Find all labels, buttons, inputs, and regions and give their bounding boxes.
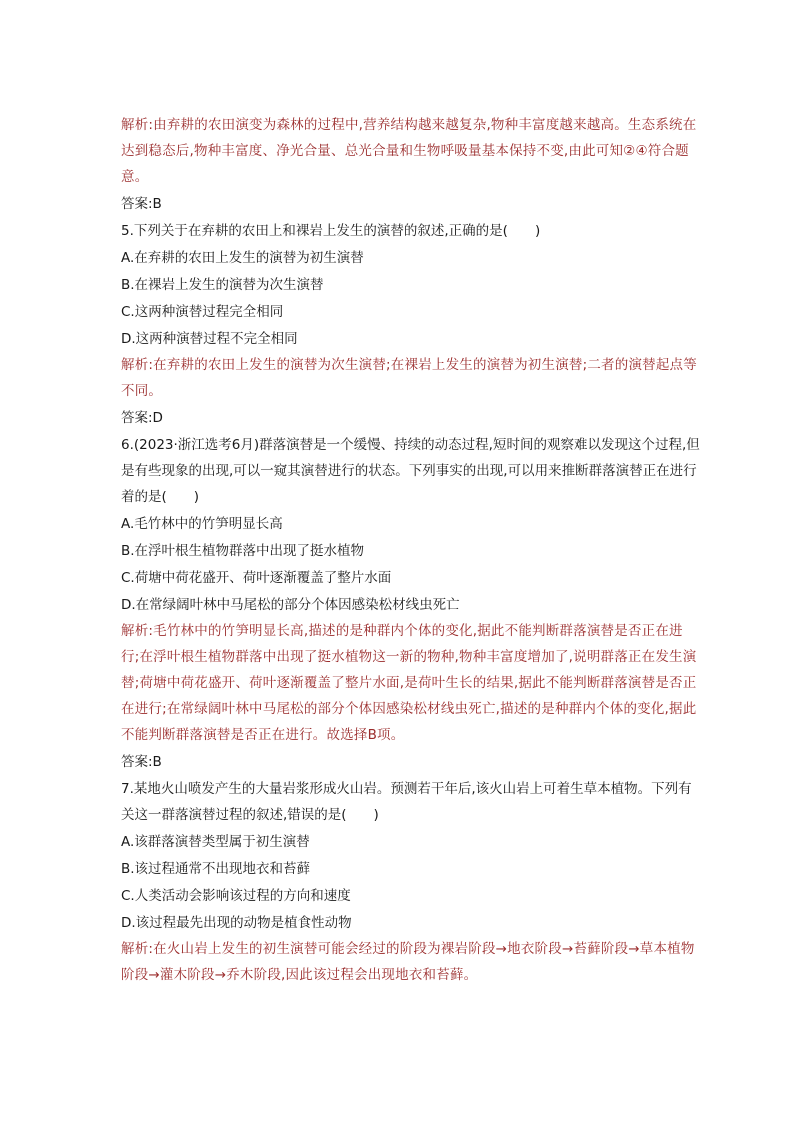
option-6d: D.在常绿阔叶林中马尾松的部分个体因感染松材线虫死亡 (121, 597, 460, 613)
answer-q6: 答案:B (121, 754, 162, 770)
option-6b: B.在浮叶根生植物群落中出现了挺水植物 (121, 543, 365, 559)
answer-q5: 答案:D (121, 410, 163, 426)
option-7a: A.该群落演替类型属于初生演替 (121, 834, 310, 850)
option-7b: B.该过程通常不出现地衣和苔藓 (121, 861, 311, 877)
question-6: 6.(2023·浙江选考6月)群落演替是一个缓慢、持续的动态过程,短时间的观察难以发现这个过程,但是有些现象的出现,可以一窥其演替进行的状态。下列事实的出现,可以用来推断群落演替正在进行着的是( ) (121, 437, 700, 505)
analysis-q4: 解析:由弃耕的农田演变为森林的过程中,营养结构越来越复杂,物种丰富度越来越高。生态系统在达到稳态后,物种丰富度、净光合量、总光合量和生物呼吸量基本保持不变,由此可知②④符合题意。 (121, 117, 697, 185)
option-5d: D.这两种演替过程不完全相同 (121, 331, 298, 347)
analysis-q6: 解析:毛竹林中的竹笋明显长高,描述的是种群内个体的变化,据此不能判断群落演替是否正在进行;在浮叶根生植物群落中出现了挺水植物这一新的物种,物种丰富度增加了,说明群落正在发生演替;荷塘中荷花盛开、荷叶逐渐覆盖了整片水面,是荷叶生长的结果,据此不能判断群落演替是否正在进行;在常绿阔叶林中马尾松的部分个体因感染松材线虫死亡,描述的是种群内个体的变化,据此不能判断群落演替是否正在进行。故选择B项。 (121, 623, 697, 743)
answer-q4: 答案:B (121, 196, 162, 212)
option-7d: D.该过程最先出现的动物是植食性动物 (121, 915, 352, 931)
option-6c: C.荷塘中荷花盛开、荷叶逐渐覆盖了整片水面 (121, 570, 392, 586)
question-7: 7.某地火山喷发产生的大量岩浆形成火山岩。预测若干年后,该火山岩上可着生草本植物。下列有关这一群落演替过程的叙述,错误的是( ) (121, 781, 692, 823)
analysis-q5: 解析:在弃耕的农田上发生的演替为次生演替;在裸岩上发生的演替为初生演替;二者的演替起点等不同。 (121, 357, 697, 399)
option-5c: C.这两种演替过程完全相同 (121, 304, 284, 320)
option-5b: B.在裸岩上发生的演替为次生演替 (121, 277, 324, 293)
analysis-q7: 解析:在火山岩上发生的初生演替可能会经过的阶段为裸岩阶段→地衣阶段→苔藓阶段→草本植物阶段→灌木阶段→乔木阶段,因此该过程会出现地衣和苔藓。 (121, 941, 695, 983)
document-page (121, 112, 701, 988)
option-6a: A.毛竹林中的竹笋明显长高 (121, 516, 283, 532)
option-7c: C.人类活动会影响该过程的方向和速度 (121, 888, 351, 904)
option-5a: A.在弃耕的农田上发生的演替为初生演替 (121, 250, 364, 266)
question-5: 5.下列关于在弃耕的农田上和裸岩上发生的演替的叙述,正确的是( ) (121, 223, 541, 239)
